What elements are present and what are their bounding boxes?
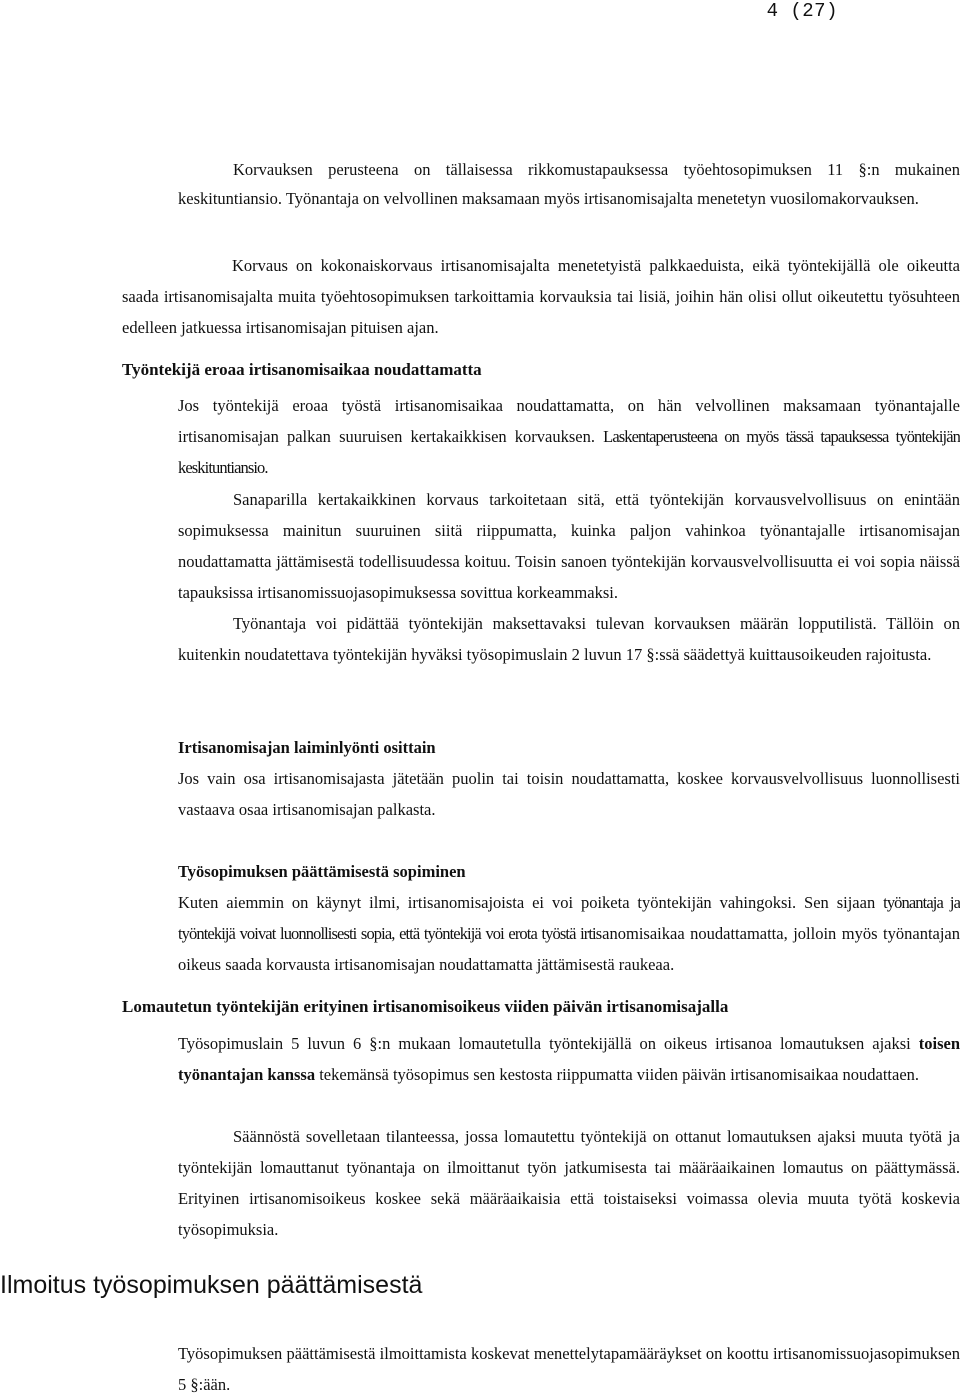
section-heading-partial-neglect: Irtisanomisajan laiminlyönti osittain: [178, 738, 436, 757]
intro-paragraph-1-text: Korvauksen perusteena on tällaisessa rikkomustapauksessa työehtosopimuksen 11 §:n mukainen keskituntiansio. Työnantaja on velvollinen maksamaan myös irtisanomisajalta menetetyn vuosilomakorvauksen.: [178, 160, 960, 208]
section3-paragraph-1-text-c: sanomisaikaa noudattamatta, jolloin myös työnantajan oikeus saada korvausta irtisanomisajan noudattamatta jättämisestä raukeaa.: [178, 924, 960, 974]
section3-paragraph-1-condensed-text: työnantaja ja työntekijä voivat luonnollisesti sopia, että työntekijä voi erota työstä irti: [178, 893, 960, 943]
section4-paragraph-1-text-c: tekemänsä työsopimus sen kestosta riippumatta viiden päivän irtisanomisaikaa noudattaen.: [315, 1065, 920, 1084]
section4-paragraph-1-text-a: Työsopimuslain 5 luvun 6 §:n mukaan lomautetulla työntekijällä on oikeus irtisanoa lomautuksen ajaksi: [178, 1034, 919, 1053]
section1-paragraph-2: [178, 484, 960, 608]
section1-paragraph-3-text: Työnantaja voi pidättää työntekijän maksettavaksi tulevan korvauksen määrän lopputilistä. Tällöin on kuitenkin noudatettava työntekijän hyväksi työsopimuslain 2 luvun 17 §:ssä säädettyä kuittausoikeuden rajoitusta.: [178, 614, 960, 664]
page-number: 4 (27): [766, 0, 838, 22]
section-heading-laid-off-employee: Lomautetun työntekijän erityinen irtisanomisoikeus viiden päivän irtisanomisajalla: [122, 997, 729, 1016]
section-heading-termination-agreement: Työsopimuksen päättämisestä sopiminen: [178, 862, 466, 881]
section1-paragraph-1-condensed-text: Laskentaperusteena on myös tässä tapauksessa työntekijän keskituntiansio.: [178, 427, 960, 477]
section1-paragraph-3: [178, 608, 960, 670]
intro-paragraph-1: [178, 155, 960, 213]
section1-paragraph-1: [178, 390, 960, 483]
section3-paragraph-1-text-a: Kuten aiemmin on käynyt ilmi, irtisanomisajoista ei voi poiketa työntekijän vahingoksi. Sen sijaan: [178, 893, 884, 912]
section2-paragraph-1-text: Jos vain osa irtisanomisajasta jätetään puolin tai toisin noudattamatta, koskee korvausvelvollisuus luonnollisesti vastaava osaa irtisanomisajan palkasta.: [178, 769, 960, 819]
section1-paragraph-2-text: Sanaparilla kertakaikkinen korvaus tarkoitetaan sitä, että työntekijän korvausvelvollisuus on enintään sopimuksessa mainitun suuruinen siitä riippumatta, kuinka paljon vahinkoa työnantajalle irtisanomisajan noudattamatta jättämisestä todellisuudessa koituu. Toisin sanoen työntekijän korvausvelvollisuutta ei voi sopia näissä tapauksissa irtisanomissuojasopimuksessa sovittua korkeammaksi.: [178, 490, 960, 602]
section4-paragraph-2-text: Säännöstä sovelletaan tilanteessa, jossa lomautettu työntekijä on ottanut lomautuksen ajaksi muuta työtä ja työntekijän lomauttanut työnantaja on ilmoittanut työn jatkumisesta tai määräaikainen lomautus on päättymässä. Erityinen irtisanomisoikeus koskee sekä määräaikaisia että toistaiseksi voimassa olevia muuta työtä koskevia työsopimuksia.: [178, 1127, 960, 1239]
section5-paragraph-1-text: Työsopimuksen päättämisestä ilmoittamista koskevat menettelytapamääräykset on koottu irtisanomissuojasopimuksen 5 §:ään.: [178, 1344, 960, 1394]
section4-paragraph-1-emphasis: toisen työnantajan kanssa: [178, 1034, 960, 1084]
intro-paragraph-2: [122, 250, 960, 343]
section4-paragraph-2: [178, 1121, 960, 1245]
section2-paragraph-1: [178, 763, 960, 825]
section-heading-employee-resigns: Työntekijä eroaa irtisanomisaikaa noudattamatta: [122, 360, 482, 379]
section-heading-notice-of-termination: Ilmoitus työsopimuksen päättämisestä: [0, 1271, 423, 1299]
section3-paragraph-1: [178, 887, 960, 980]
intro-paragraph-2-text: Korvaus on kokonaiskorvaus irtisanomisajalta menetetyistä palkkaeduista, eikä työntekijällä ole oikeutta saada irtisanomisajalta muita työehtosopimuksen tarkoittamia korvauksia tai lisiä, joihin hän olisi ollut oikeutettu työsuhteen edelleen jatkuessa irtisanomisajan pituisen ajan.: [122, 256, 960, 337]
section1-paragraph-1-text: Jos työntekijä eroaa työstä irtisanomisaikaa noudattamatta, on hän velvollinen maksamaan työnantajalle irtisanomisajan palkan suuruisen kertakaikkisen korvauksen.: [178, 396, 960, 446]
section5-paragraph-1: [178, 1338, 960, 1400]
section4-paragraph-1: [178, 1028, 960, 1090]
